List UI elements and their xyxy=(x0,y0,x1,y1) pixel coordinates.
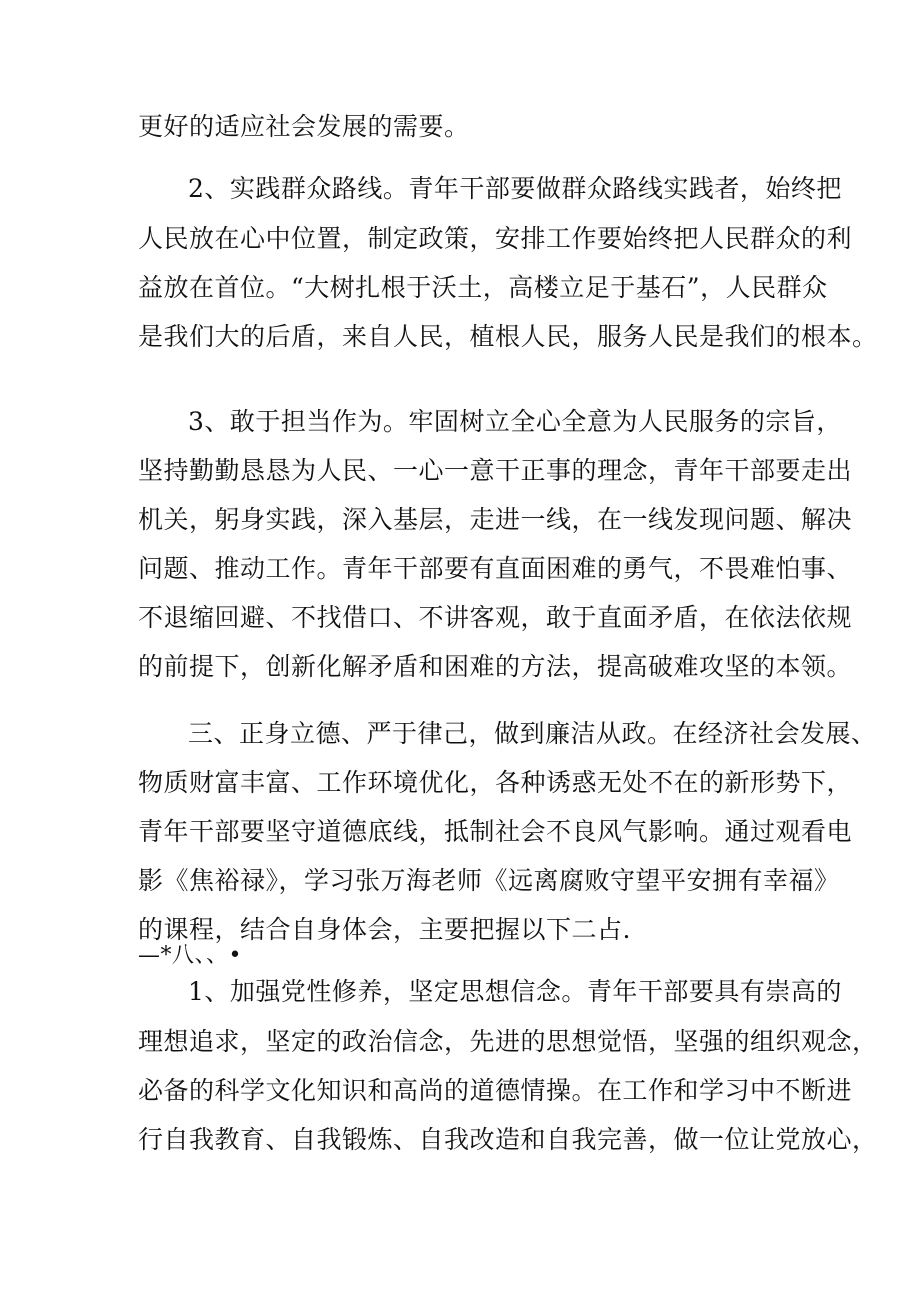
paragraph-line: 三、正身立德、严于律己，做到廉洁从政。在经济社会发展、 xyxy=(188,719,877,748)
paragraph-line: 必备的科学文化知识和高尚的道德情操。在工作和学习中不断进 xyxy=(138,1076,853,1105)
paragraph-line: 1、加强党性修养，坚定思想信念。青年干部要具有崇高的 xyxy=(188,977,842,1006)
paragraph-line: 物质财富丰富、工作环境优化，各种诱惑无处不在的新形势下， xyxy=(138,768,853,797)
paragraph-line: 益放在首位。“大树扎根于沃土，高楼立足于基石”，人民群众 xyxy=(138,273,828,302)
paragraph-line: 坚持勤勤恳恳为人民、一心一意干正事的理念，青年干部要走出 xyxy=(138,456,853,485)
paragraph-line: 机关，躬身实践，深入基层，走进一线，在一线发现问题、解决 xyxy=(138,505,853,534)
paragraph-line: 理想追求，坚定的政治信念，先进的思想觉悟，坚强的组织观念， xyxy=(138,1027,878,1056)
paragraph-line: 更好的适应社会发展的需要。 xyxy=(138,112,470,141)
paragraph-line: 行自我教育、自我锻炼、自我改造和自我完善，做一位让党放心， xyxy=(138,1125,878,1154)
scan-artifact-line: —*八、、• xyxy=(138,943,242,968)
paragraph-line: 青年干部要坚守道德底线，抵制社会不良风气影响。通过观看电 xyxy=(138,817,853,846)
paragraph-line: 人民放在心中位置，制定政策，安排工作要始终把人民群众的利 xyxy=(138,224,853,253)
paragraph-line: 3、敢于担当作为。牢固树立全心全意为人民服务的宗旨， xyxy=(188,407,842,436)
paragraph-line: 影《焦裕禄》，学习张万海老师《远离腐败守望平安拥有幸福》 xyxy=(138,866,840,895)
paragraph-line: 2、实践群众路线。青年干部要做群众路线实践者，始终把 xyxy=(188,174,842,203)
paragraph-line: 是我们大的后盾，来自人民，植根人民，服务人民是我们的根本。 xyxy=(138,322,878,351)
paragraph-line: 的前提下，创新化解矛盾和困难的方法，提高破难攻坚的本领。 xyxy=(138,652,853,681)
paragraph-line: 不退缩回避、不找借口、不讲客观，敢于直面矛盾，在依法依规 xyxy=(138,603,853,632)
paragraph-line: 的课程，结合自身体会，主要把握以下二占. xyxy=(138,915,631,944)
paragraph-line: 问题、推动工作。青年干部要有直面困难的勇气，不畏难怕事、 xyxy=(138,554,853,583)
